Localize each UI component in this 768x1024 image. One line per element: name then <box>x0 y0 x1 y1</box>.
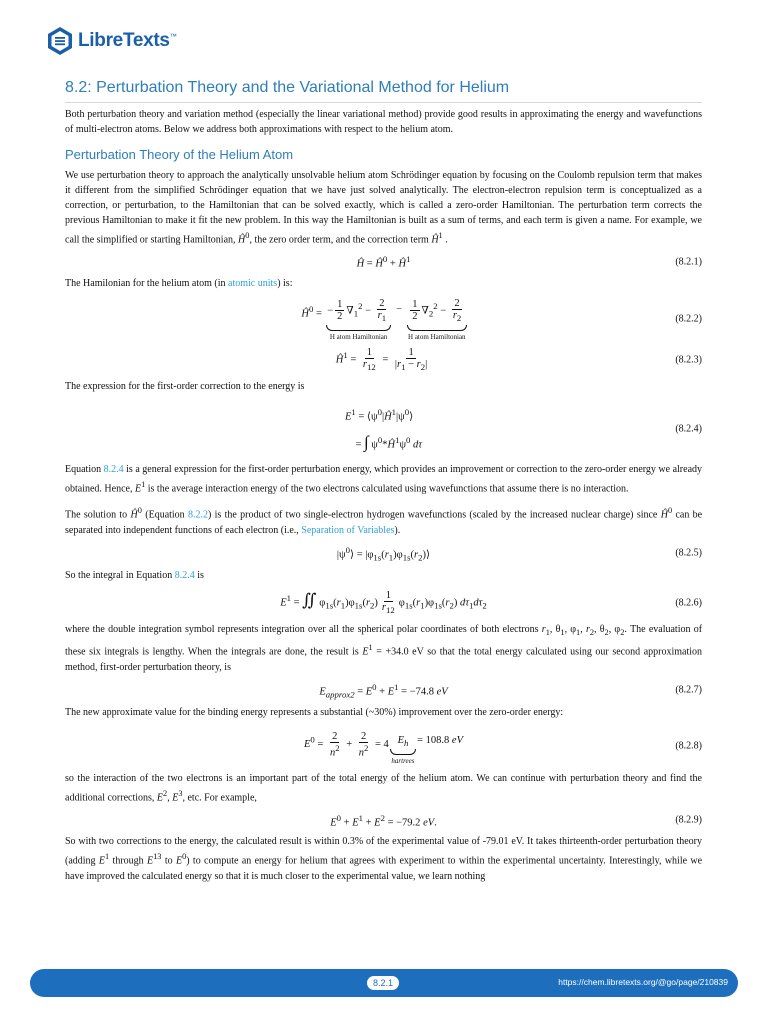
equation-8-2-7: $E_{approx2} = E^0 + E^1 = -74.8$ eV (8.2.7) <box>319 681 702 700</box>
underbrace-term-2: $\frac{1}{2}$ $\nabla_2^2$ − $\frac{2}{r_2}$ H atom Hamiltonian <box>408 297 466 341</box>
equation-8-2-3: $Ĥ^1$ = $\frac{1}{r_{12}}$ = $\frac{1}{|r_1 - r_2|}$ (8.2.3) <box>335 346 702 373</box>
article-content <box>65 76 702 891</box>
paragraph-5: The solution to $Ĥ^0$ (Equation 8.2.2) is the product of two single-electron hydrogen wavefunctions (scaled by the increased nuclear charge) since $Ĥ^0$ can be separated into independent functions of each electron (i.e., Separation of Variables). <box>65 506 703 536</box>
equation-8-2-1: Ĥ = $Ĥ^0$ + $Ĥ^1$ (8.2.1) <box>356 254 702 270</box>
paragraph-6: So the integral in Equation 8.2.4 is <box>65 570 204 582</box>
libretexts-logo-icon <box>46 26 74 56</box>
equation-number: (8.2.8) <box>675 740 702 752</box>
paragraph-9: so the interaction of the two electrons is an important part of the total energy of the helium atom. We can continue with perturbation theory and find the additional corrections, $E^2$, $E^3$, etc. For example, <box>65 773 702 804</box>
equation-8-2-4: $E^1$ = $⟨\psi^0|Ĥ^1|\psi^0⟩$ = ∫ $\psi^0*Ĥ^1\psi^0$ dτ (8.2.4) <box>344 407 702 452</box>
paragraph-2: The Hamilonian for the helium atom (in atomic units) is: <box>65 277 293 289</box>
paragraph-10: So with two corrections to the energy, the calculated result is within 0.3% of the experimental value of -79.01 eV. It takes thirteenth-order perturbation theory (adding $E^1$ through $E^{13}$ to $E^0$) to compute an energy for helium that agrees with experiment to within the experimental uncertainty. Interestingly, while we have improved the calculated energy so that it is much closer to the experimental value, we learn nothing <box>65 836 703 882</box>
equation-number: (8.2.2) <box>675 313 702 325</box>
atomic-units-link[interactable]: atomic units <box>228 277 278 289</box>
paragraph-8: The new approximate value for the binding energy represents a substantial (~30%) improvement over the zero-order energy: <box>65 707 564 719</box>
section-heading: Perturbation Theory of the Helium Atom <box>65 147 294 162</box>
underbrace-hartrees: $E_h$ hartrees <box>391 735 415 766</box>
libretexts-logo[interactable] <box>46 26 176 56</box>
paragraph-3: The expression for the first-order correction to the energy is <box>65 381 305 393</box>
paragraph-7: where the double integration symbol represents integration over all the spherical polar coordinates of both electrons $r_1$, $\theta_1$, $\varphi_1$, $r_2$, $\theta_2$, $\varphi_2$. The evaluation of these six integrals is lengthy. When the integrals are done, the result is $E^1 = +34.0$ eV so that the total energy calculated using our second approximation method, first-order perturbation theory, is <box>65 624 703 673</box>
underbrace-term-1: − $\frac{1}{2}$ $\nabla_1^2$ − $\frac{2}{r_1}$ H atom Hamiltonian <box>327 298 390 341</box>
page-url-link[interactable]: https://chem.libretexts.org/@go/page/210839 <box>558 977 728 987</box>
equation-number: (8.2.4) <box>675 423 702 435</box>
equation-number: (8.2.7) <box>675 684 702 696</box>
paragraph-4: Equation 8.2.4 is a general expression for the first-order perturbation energy, which provides an improvement or correction to the zero-order energy we already obtained. Hence, $E^1$ is the average interaction energy of the two electrons calculated using wavefunctions that assume there is no interaction. <box>65 464 703 495</box>
equation-number: (8.2.6) <box>675 597 702 609</box>
equation-number: (8.2.5) <box>675 547 702 559</box>
equation-8-2-6: $E^1$ = ∬ $\varphi_{1s}(r_1)\varphi_{1s}(r_2)$ $\frac{1}{r_{12}}$ $\varphi_{1s}(r_1)\varphi_{1s}(r_2)$ $d\tau_1d\tau_2$ (8.2.6) <box>280 590 702 616</box>
logo-wordmark: LibreTexts™ <box>78 30 177 51</box>
equation-8-2-2: $Ĥ^0$ = − $\frac{1}{2}$ $\nabla_1^2$ − $\frac{2}{r_1}$ H atom Hamiltonian − $\frac{1}{2}$ $\nabla_2^2$ − $\frac{2}{r_2}$ H atom Hamiltonian (8.2.2) <box>301 297 702 341</box>
page-number-badge: 8.2.1 <box>367 976 399 990</box>
page-title: 8.2: Perturbation Theory and the Variational Method for Helium <box>65 79 702 103</box>
equation-number: (8.2.9) <box>675 814 702 826</box>
equation-link-8-2-2[interactable]: 8.2.2 <box>188 509 209 521</box>
page-footer <box>30 969 738 997</box>
equation-8-2-8: $E^0$ = $\frac{2}{n^2}$ + $\frac{2}{n^2}$ = 4 $E_h$ hartrees = 108.8 eV (8.2.8) <box>303 731 702 766</box>
equation-number: (8.2.3) <box>675 354 702 366</box>
equation-8-2-5: $|\psi^0⟩$ = $|\varphi_{1s}(r_1)\varphi_{1s}(r_2)⟩$ (8.2.5) <box>336 544 702 563</box>
equation-number: (8.2.1) <box>675 256 702 268</box>
paragraph-1: We use perturbation theory to approach the analytically unsolvable helium atom Schrödinger equation by focusing on the Coulomb repulsion term that makes it different from the simplified Schrödinger equation that we have just solved analytically. The electron-electron repulsion term is conceptualized as a correction, or perturbation, to the Hamiltonian that can be solved exactly, which is called a zero-order Hamiltonian. The perturbation term corrects the previous Hamiltonian to make it fit the new problem. In this way the Hamiltonian is built as a sum of terms, and each term is given a name. For example, we call the simplified or starting Hamiltonian, $Ĥ^0$, the zero order term, and the correction term $Ĥ^1$ . <box>65 170 702 246</box>
equation-link-8-2-4[interactable]: 8.2.4 <box>103 464 124 476</box>
equation-8-2-9: $E^0 + E^1 + E^2 = -79.2$ eV. (8.2.9) <box>330 812 702 829</box>
intro-paragraph: Both perturbation theory and variation method (especially the linear variational method) provide good results in approximating the energy and wavefunctions of multi-electron atoms. Below we address both approximations with respect to the helium atom. <box>65 109 702 135</box>
equation-link-8-2-4-b[interactable]: 8.2.4 <box>174 570 195 582</box>
separation-of-variables-link[interactable]: Separation of Variables <box>301 524 395 536</box>
